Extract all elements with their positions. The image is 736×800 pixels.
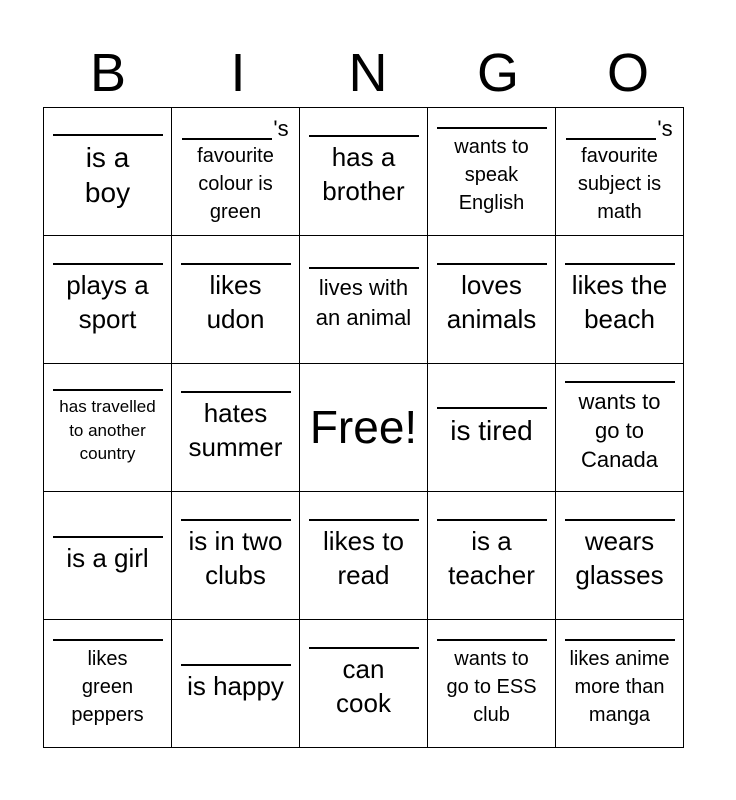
board-row — [44, 236, 684, 364]
cell-prompt: is tired — [450, 415, 533, 446]
bingo-cell[interactable] — [44, 236, 172, 364]
bingo-cell[interactable] — [172, 236, 300, 364]
name-blank-line — [182, 120, 272, 140]
cell-prompt: is a girl — [66, 542, 149, 573]
cell-prompt: wants to go to ESS club — [446, 647, 537, 726]
header-letter-n: N — [348, 43, 388, 103]
name-blank-line — [53, 536, 163, 538]
bingo-cell[interactable] — [428, 108, 556, 236]
cell-prompt: favourite colour is green — [197, 144, 274, 223]
name-blank-line — [565, 263, 675, 265]
header-letter-i: I — [230, 43, 246, 103]
bingo-cell[interactable] — [300, 108, 428, 236]
bingo-cell[interactable] — [556, 108, 684, 236]
bingo-cell[interactable] — [300, 236, 428, 364]
name-blank-line — [181, 664, 291, 666]
board-row — [44, 364, 684, 492]
cell-prompt: can cook — [336, 653, 391, 718]
bingo-board — [43, 107, 684, 748]
header-letter-o: O — [606, 43, 649, 103]
name-blank-line — [565, 639, 675, 641]
bingo-cell[interactable] — [556, 236, 684, 364]
free-space-cell[interactable] — [300, 364, 428, 492]
bingo-cell[interactable] — [172, 492, 300, 620]
cell-prompt: likes the beach — [571, 269, 668, 334]
name-blank-possessive — [182, 115, 289, 141]
bingo-header — [43, 40, 693, 106]
bingo-cell[interactable] — [300, 492, 428, 620]
name-blank-line — [437, 263, 547, 265]
cell-prompt: is happy — [187, 670, 284, 701]
cell-prompt: is a boy — [84, 141, 131, 208]
header-letter-b: B — [89, 43, 127, 103]
name-blank-possessive — [566, 115, 673, 141]
bingo-cell[interactable] — [556, 620, 684, 748]
name-blank-line — [309, 135, 419, 137]
header-letter-g: G — [476, 43, 519, 103]
bingo-cell[interactable] — [44, 108, 172, 236]
bingo-cell[interactable] — [172, 620, 300, 748]
cell-prompt: favourite subject is math — [577, 144, 662, 223]
board-row — [44, 620, 684, 748]
cell-prompt: plays a sport — [66, 269, 149, 334]
name-blank-line — [309, 267, 419, 269]
name-blank-line — [437, 639, 547, 641]
cell-prompt: lives with an animal — [315, 275, 412, 330]
bingo-cell[interactable] — [44, 620, 172, 748]
bingo-cell[interactable] — [556, 364, 684, 492]
name-blank-line — [565, 519, 675, 521]
free-space-label: Free! — [309, 400, 418, 453]
name-blank-line — [53, 134, 163, 136]
bingo-cell[interactable] — [44, 492, 172, 620]
cell-prompt: is a teacher — [448, 525, 535, 590]
name-blank-line — [437, 407, 547, 409]
possessive-suffix: 's — [657, 115, 673, 141]
name-blank-line — [181, 519, 291, 521]
bingo-cell[interactable] — [44, 364, 172, 492]
cell-prompt: likes green peppers — [71, 647, 144, 726]
name-blank-line — [181, 263, 291, 265]
possessive-suffix: 's — [273, 115, 289, 141]
name-blank-line — [181, 391, 291, 393]
board-row — [44, 492, 684, 620]
bingo-cell[interactable] — [428, 364, 556, 492]
cell-prompt: wants to go to Canada — [578, 388, 661, 473]
name-blank-line — [53, 263, 163, 265]
name-blank-line — [53, 389, 163, 391]
name-blank-line — [437, 127, 547, 129]
bingo-cell[interactable] — [172, 108, 300, 236]
bingo-cell[interactable] — [428, 236, 556, 364]
cell-prompt: hates summer — [188, 397, 283, 462]
cell-prompt: likes to read — [323, 525, 404, 590]
name-blank-line — [566, 120, 656, 140]
cell-prompt: has a brother — [322, 141, 405, 206]
bingo-cell[interactable] — [428, 492, 556, 620]
cell-prompt: likes anime more than manga — [569, 647, 670, 726]
name-blank-line — [309, 647, 419, 649]
name-blank-line — [53, 639, 163, 641]
name-blank-line — [565, 381, 675, 383]
bingo-cell[interactable] — [172, 364, 300, 492]
cell-prompt: wants to speak English — [454, 135, 529, 214]
name-blank-line — [437, 519, 547, 521]
bingo-cell[interactable] — [428, 620, 556, 748]
bingo-cell[interactable] — [300, 620, 428, 748]
cell-prompt: likes udon — [206, 269, 265, 334]
name-blank-line — [309, 519, 419, 521]
bingo-cell[interactable] — [556, 492, 684, 620]
board-row — [44, 108, 684, 236]
cell-prompt: is in two clubs — [188, 525, 283, 590]
cell-prompt: loves animals — [446, 269, 537, 334]
cell-prompt: has travelled to another country — [59, 396, 156, 464]
cell-prompt: wears glasses — [575, 525, 664, 590]
